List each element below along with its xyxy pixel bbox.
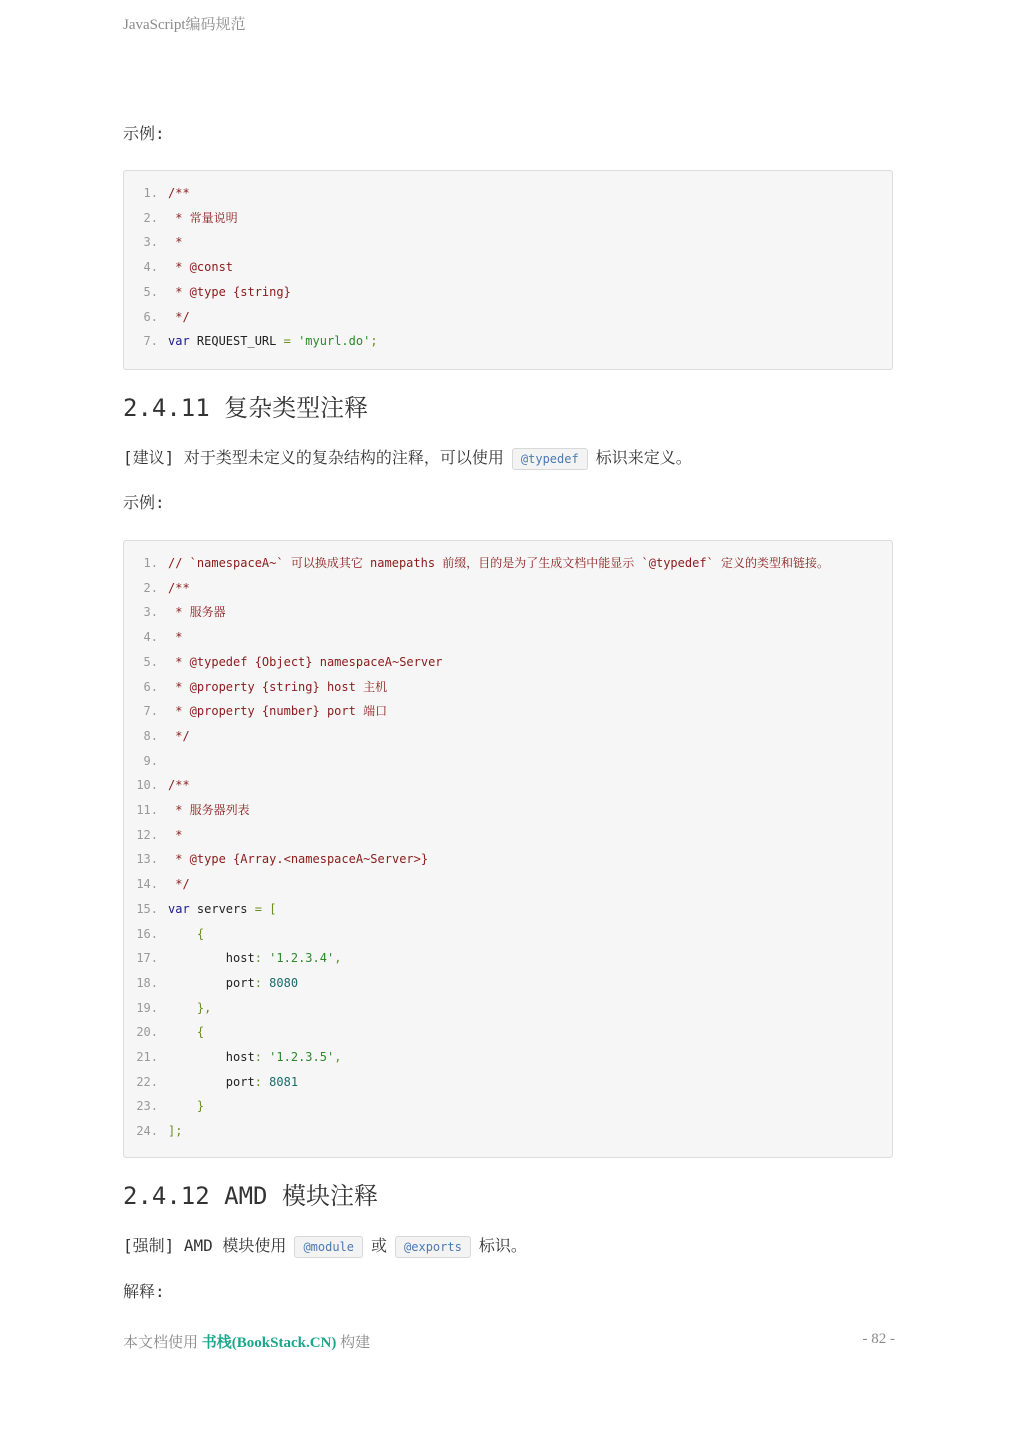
code-token: = (283, 334, 291, 349)
line-number: 18. (136, 975, 158, 990)
line-number: 7. (143, 704, 158, 719)
code-token: } (196, 1099, 205, 1114)
code-line (124, 1045, 341, 1069)
code-line (124, 897, 276, 921)
code-token: * 常量说明 (168, 210, 238, 225)
code-token: * @type {string} (168, 284, 291, 299)
code-token: REQUEST_URL (189, 334, 284, 349)
code-line (124, 230, 182, 254)
code-token: * @type {Array.<namespaceA~Server>} (168, 852, 429, 867)
line-number: 10. (136, 778, 158, 793)
bookstack-link[interactable]: 书栈(BookStack.CN) (201, 1335, 337, 1351)
code-token: servers (189, 901, 255, 916)
page-footer (123, 1331, 895, 1353)
code-token: var (168, 334, 190, 349)
code-token: /** (168, 778, 190, 793)
line-number: 12. (136, 827, 158, 842)
code-line (124, 773, 190, 797)
code-token: */ (168, 309, 190, 324)
code-line (124, 724, 190, 748)
code-token: * (168, 630, 183, 645)
line-number: 17. (136, 951, 158, 966)
code-token: var (168, 901, 190, 916)
code-line (124, 181, 190, 205)
code-token: * @property {number} port 端口 (168, 704, 388, 719)
inline-code-module: @module (294, 1236, 363, 1258)
rule-text-prefix: [强制] AMD 模块使用 (123, 1236, 287, 1255)
line-number: 24. (136, 1124, 158, 1139)
line-number: 7. (143, 334, 158, 349)
code-line (124, 675, 387, 699)
line-number: 5. (143, 284, 158, 299)
example-label: 示例: (123, 124, 165, 143)
line-number: 3. (143, 235, 158, 250)
code-token: host (168, 951, 255, 966)
line-number: 15. (136, 901, 158, 916)
code-token: }, (196, 1000, 212, 1015)
line-number: 2. (143, 580, 158, 595)
code-line (124, 600, 226, 624)
code-token: [ (269, 901, 277, 916)
code-token: : (254, 1074, 262, 1089)
code-token: = (254, 901, 262, 916)
line-number: 11. (136, 803, 158, 817)
footer-credit (123, 1331, 370, 1352)
line-number: 3. (143, 605, 158, 620)
code-line (124, 872, 190, 896)
code-token: */ (168, 728, 190, 743)
line-number: 22. (136, 1074, 158, 1089)
line-number: 2. (143, 210, 158, 225)
code-token: */ (168, 877, 190, 892)
code-token: port (168, 975, 255, 990)
code-token: * @const (168, 260, 234, 275)
code-token (168, 1001, 197, 1015)
code-token: 8080 (269, 975, 299, 990)
code-token: '1.2.3.4' (269, 951, 335, 966)
code-token: // `namespaceA~` 可以换成其它 namepaths 前缀，目的是为了生成文档中能显示 `@typedef` 定义的类型和链接。 (168, 556, 829, 570)
code-block-typedef (123, 540, 893, 1158)
code-line (124, 650, 443, 674)
code-token: /** (168, 186, 190, 200)
code-token: port (168, 1074, 255, 1089)
code-line (124, 576, 190, 600)
footer-prefix: 本文档使用 (123, 1335, 199, 1351)
code-token: * (168, 827, 183, 842)
code-line (124, 1094, 204, 1118)
code-line (124, 1070, 298, 1094)
explain-label: 解释: (123, 1282, 165, 1301)
code-line (124, 971, 298, 995)
code-line (124, 946, 341, 970)
inline-code-exports: @exports (395, 1236, 471, 1258)
page-header-title: JavaScript编码规范 (123, 17, 246, 33)
code-line (124, 847, 428, 871)
code-token: , (334, 1050, 342, 1064)
code-token: * @property {string} host 主机 (168, 679, 388, 694)
code-token: { (196, 1025, 205, 1040)
line-number: 6. (143, 309, 158, 324)
line-number: 5. (143, 654, 158, 669)
line-number: 20. (136, 1025, 158, 1040)
code-token: 8081 (269, 1074, 299, 1089)
code-block-const (123, 170, 893, 370)
code-line (124, 798, 250, 822)
line-number: 21. (136, 1050, 158, 1064)
line-number: 4. (143, 630, 158, 645)
code-line (124, 255, 233, 279)
code-line (124, 699, 387, 723)
code-token: : (254, 951, 262, 966)
code-token: * 服务器列表 (168, 803, 250, 817)
code-line (124, 551, 829, 575)
section-heading-amd-module: 2.4.12 AMD 模块注释 (123, 1182, 378, 1210)
code-token: ]; (168, 1124, 183, 1139)
code-line (124, 329, 378, 353)
code-token (168, 927, 197, 941)
code-line (124, 823, 182, 847)
line-number: 8. (143, 728, 158, 743)
rule-paragraph-amd (123, 1234, 527, 1258)
code-token: : (254, 975, 262, 990)
rule-text-prefix: [建议] 对于类型未定义的复杂结构的注释，可以使用 (123, 448, 504, 467)
code-token: 'myurl.do' (298, 334, 371, 349)
code-line (124, 996, 211, 1020)
footer-suffix: 构建 (340, 1335, 371, 1351)
line-number: 19. (136, 1000, 158, 1015)
rule-text-suffix: 标识。 (478, 1236, 527, 1255)
line-number: 16. (136, 926, 158, 941)
line-number: 9. (143, 753, 158, 768)
rule-text-suffix: 标识来定义。 (595, 448, 692, 467)
code-line (124, 922, 204, 946)
code-token: * @typedef {Object} namespaceA~Server (168, 654, 443, 669)
code-token: ; (370, 334, 378, 349)
line-number: 4. (143, 260, 158, 275)
code-token: * (168, 235, 183, 250)
code-token: host (168, 1050, 255, 1064)
line-number: 23. (136, 1099, 158, 1114)
line-number: 1. (143, 556, 158, 570)
code-token: : (254, 1050, 262, 1064)
line-number: 13. (136, 852, 158, 867)
example-label: 示例: (123, 493, 165, 512)
code-line (124, 280, 291, 304)
code-token (168, 1025, 197, 1039)
section-heading-complex-type: 2.4.11 复杂类型注释 (123, 394, 369, 422)
code-token: * 服务器 (168, 605, 226, 620)
line-number: 14. (136, 877, 158, 892)
code-token: , (334, 951, 342, 966)
code-line (124, 305, 190, 329)
code-line (124, 1020, 204, 1044)
code-line (124, 1119, 182, 1143)
code-token (291, 334, 298, 348)
code-token (168, 1099, 197, 1113)
code-line (124, 749, 168, 773)
code-line (124, 625, 182, 649)
inline-code-typedef: @typedef (512, 448, 588, 470)
code-line (124, 206, 238, 230)
line-number: 6. (143, 679, 158, 694)
page-number: - 82 - (862, 1331, 895, 1347)
code-token: { (196, 926, 205, 941)
code-token: '1.2.3.5' (269, 1050, 335, 1064)
code-token: /** (168, 580, 190, 595)
rule-text-or: 或 (371, 1236, 388, 1255)
rule-paragraph-typedef (123, 446, 692, 470)
line-number: 1. (143, 186, 158, 200)
